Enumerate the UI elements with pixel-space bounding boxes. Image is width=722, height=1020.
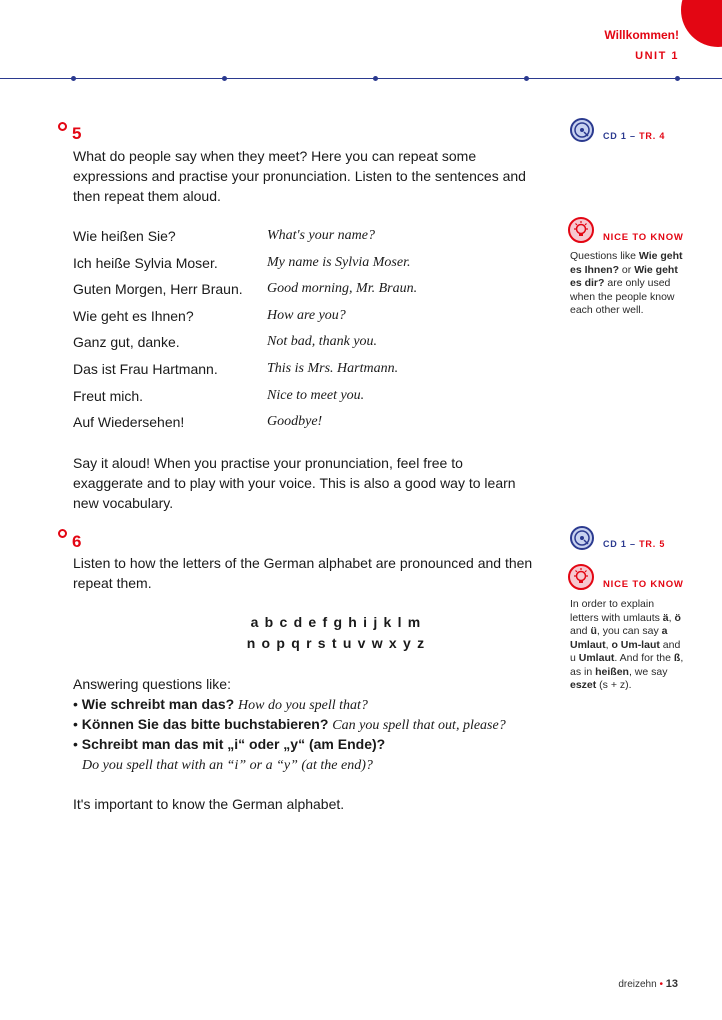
tip-label: NICE TO KNOW xyxy=(603,579,684,590)
phrase-english: My name is Sylvia Moser. xyxy=(267,255,411,270)
question-german: Können Sie das bitte buchstabieren? xyxy=(81,716,329,732)
phrase-english: Nice to meet you. xyxy=(267,388,365,403)
phrase-german: Guten Morgen, Herr Braun. xyxy=(73,281,243,297)
cd-icon[interactable] xyxy=(570,526,594,550)
phrase-english: What's your name? xyxy=(267,228,375,243)
alphabet-line: a b c d e f g h i j k l m xyxy=(250,614,422,630)
corner-decoration xyxy=(681,0,722,47)
phrase-english: Goodbye! xyxy=(267,414,323,429)
cd-track-number: TR. 5 xyxy=(639,539,666,549)
phrase-german: Auf Wiedersehen! xyxy=(73,414,185,430)
tip-text: Questions like Wie geht es Ihnen? or Wie geht es dir? are only used when the people know each other well. xyxy=(570,250,683,316)
footer-bullet: • xyxy=(659,979,663,990)
lightbulb-icon xyxy=(568,564,594,590)
phrase-english: How are you? xyxy=(267,308,346,323)
question-item: • Können Sie das bitte buchstabieren? Can you spell that out, please? xyxy=(73,716,506,733)
exercise-outro: Say it aloud! When you practise your pronunciation, feel free to exaggerate and to play with your voice. This is also a good way to learn new vocabulary. xyxy=(73,455,516,511)
cd-label-text: CD 1 – xyxy=(603,539,636,549)
rule-dot xyxy=(524,76,529,81)
exercise-number: 6 xyxy=(72,532,82,551)
exercise-bullet xyxy=(58,122,67,131)
exercise-bullet xyxy=(58,529,67,538)
question-english-text: Do you spell that with an “i” or a “y” (at the end)? xyxy=(82,758,373,773)
phrase-german: Wie geht es Ihnen? xyxy=(73,308,194,324)
answering-intro: Answering questions like: xyxy=(73,676,231,692)
phrase-german: Das ist Frau Hartmann. xyxy=(73,361,218,377)
chapter-title: Willkommen! xyxy=(604,28,679,42)
phrase-german: Ganz gut, danke. xyxy=(73,334,180,350)
cd-track-label xyxy=(603,131,665,141)
question-english: How do you spell that? xyxy=(238,698,368,713)
question-item: • Schreibt man das mit „i“ oder „y“ (am Ende)? xyxy=(73,736,386,752)
lightbulb-icon xyxy=(568,217,594,243)
page-footer xyxy=(618,978,678,990)
rule-dot xyxy=(71,76,76,81)
page-number: 13 xyxy=(665,978,678,990)
phrase-german: Freut mich. xyxy=(73,388,144,404)
rule-dot xyxy=(675,76,680,81)
cd-icon[interactable] xyxy=(570,118,594,142)
phrase-german: Wie heißen Sie? xyxy=(73,228,176,244)
phrase-english: Not bad, thank you. xyxy=(267,334,378,349)
tip-text: In order to explain letters with umlauts ä, ö and ü, you can say a Umlaut, o Um-laut and u Umlaut. And for the ß, as in heißen, we say eszet (s + z). xyxy=(570,598,684,691)
closing-sentence: It's important to know the German alphabet. xyxy=(73,796,345,812)
exercise-intro: Listen to how the letters of the German alphabet are pronounced and then repeat them. xyxy=(73,555,533,591)
question-german: Wie schreibt man das? xyxy=(81,696,235,712)
phrase-german: Ich heiße Sylvia Moser. xyxy=(73,255,218,271)
cd-label-text: CD 1 – xyxy=(603,131,636,141)
page-word: dreizehn xyxy=(618,979,657,990)
question-german: Schreibt man das mit „i“ oder „y“ (am Ende)? xyxy=(81,736,386,752)
unit-label: UNIT 1 xyxy=(635,50,679,62)
exercise-intro: What do people say when they meet? Here you can repeat some expressions and practise your pronunciation. Listen to the sentences and then repeat them aloud. xyxy=(73,148,526,204)
exercise-number: 5 xyxy=(72,124,82,143)
cd-track-number: TR. 4 xyxy=(639,131,666,141)
cd-track-label xyxy=(603,539,665,549)
question-english: Can you spell that out, please? xyxy=(332,718,506,733)
question-english xyxy=(82,754,373,776)
question-item: • Wie schreibt man das? How do you spell that? xyxy=(73,696,368,713)
rule-dot xyxy=(222,76,227,81)
header-rule xyxy=(0,78,722,79)
rule-dot xyxy=(373,76,378,81)
phrase-english: Good morning, Mr. Braun. xyxy=(267,281,418,296)
alphabet-line: n o p q r s t u v w x y z xyxy=(246,635,426,651)
phrase-english: This is Mrs. Hartmann. xyxy=(267,361,399,376)
tip-label: NICE TO KNOW xyxy=(603,232,684,243)
